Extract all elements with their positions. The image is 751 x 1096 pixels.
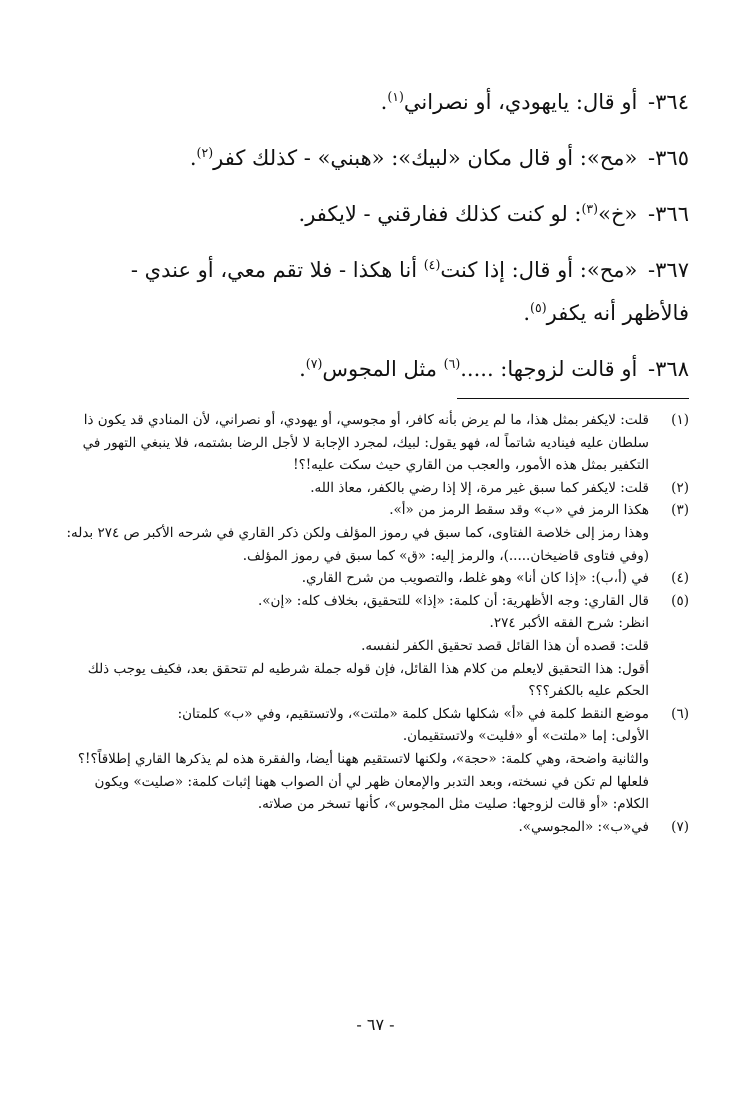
footnote-1 bbox=[64, 409, 689, 477]
footnote-mark: (١) bbox=[671, 412, 689, 428]
footnote-ref: (٦) bbox=[443, 356, 461, 371]
footnotes bbox=[64, 409, 689, 838]
footnote-7 bbox=[64, 816, 689, 839]
entry-text: «مح»: أو قال مكان «لبيك»: «هبني» - كذلك كفر bbox=[213, 146, 638, 170]
footnote-line: قلت: لايكفر بمثل هذا، ما لم يرض بأنه كافر، أو مجوسي، أو يهودي، أو نصراني، لأن المنادي قد يكون ذا سلطان عليه فيناديه شاتماً له، فهو يقول: لبيك، لمجرد الإجابة لا لأجل الرضا بشتمه، فلا ينبغي التهور في التكفير بمثل هذه الأمور، والعجب من القاري حيث سكت عليه!؟! bbox=[82, 412, 649, 474]
footnote-line: أقول: هذا التحقيق لايعلم من كلام هذا القائل، فإن قوله جملة شرطيه لم تتحقق بعد، فكيف يوجب ذلك الحكم عليه بالكفر؟؟؟ bbox=[87, 660, 649, 700]
footnote-line: قال القاري: وجه الأظهرية: أن كلمة: «إذا» للتحقيق، بخلاف كله: «إن». bbox=[258, 592, 649, 609]
footnote-ref: (٥) bbox=[530, 300, 547, 315]
footnote-body bbox=[64, 409, 649, 477]
footnote-body bbox=[64, 567, 649, 590]
entry-366 bbox=[64, 190, 689, 233]
entry-text: «مح»: أو قال: إذا كنت bbox=[440, 258, 638, 282]
page-number: - ٦٧ - bbox=[356, 1015, 395, 1034]
footnote-ref: (٧) bbox=[305, 356, 323, 371]
entry-368 bbox=[64, 345, 689, 388]
entry-text-tail: أنا هكذا - فلا تقم معي، أو عندي - فالأظهر أنه يكفر bbox=[130, 258, 689, 325]
footnote-mark: (٥) bbox=[671, 592, 689, 609]
entry-number: ٣٦٨- bbox=[648, 357, 689, 381]
footnote-line: الأولى: إما «ملتت» أو «فليت» ولاتستقيمان. bbox=[402, 728, 649, 745]
entry-text-tail: . bbox=[380, 90, 388, 114]
footnote-body bbox=[64, 477, 649, 500]
footnote-ref: (٢) bbox=[196, 145, 214, 160]
entry-text-tail: مثل المجوس bbox=[322, 357, 444, 381]
footnote-mark: (٦) bbox=[671, 705, 689, 722]
footnote-mark: (٧) bbox=[671, 818, 689, 835]
footnote-6 bbox=[64, 703, 689, 816]
footnote-line: قلت: قصده أن هذا القائل قصد تحقيق الكفر لنفسه. bbox=[361, 637, 649, 654]
footnote-5 bbox=[64, 590, 689, 703]
footnote-mark: (٢) bbox=[671, 479, 689, 496]
footnote-line: في«ب»: «المجوسي». bbox=[518, 818, 649, 835]
footnote-3 bbox=[64, 499, 689, 567]
entry-number: ٣٦٦- bbox=[648, 202, 689, 226]
footnote-body bbox=[64, 703, 649, 816]
entry-number: ٣٦٥- bbox=[648, 146, 689, 170]
footnote-line: والثانية واضحة، وهي كلمة: «حجة»، ولكنها لاتستقيم ههنا أيضا، والفقرة هذه لم يذكرها القاري إطلاقاً؟!؟ فلعلها لم تكن في نسخته، وبعد التدبر والإمعان ظهر لي أن الصواب ههنا إثبات كلمة: «صليت» ويكون الكلام: «أو قالت لزوجها: صليت مثل المجوس»، كأنها تسخر من صلاته. bbox=[77, 750, 649, 813]
main-text bbox=[64, 78, 689, 401]
entry-text: أو قالت لزوجها: ..... bbox=[460, 357, 638, 381]
entry-365 bbox=[64, 134, 689, 177]
entry-364 bbox=[64, 78, 689, 121]
footnote-line: في (أ،ب): «إذا كان أنا» وهو غلط، والتصويب من شرح القاري. bbox=[301, 570, 649, 587]
footnote-body bbox=[64, 816, 649, 839]
footnote-line: موضع النقط كلمة في «أ» شكلها شكل كلمة «ملتت»، ولاتستقيم، وفي «ب» كلمتان: bbox=[177, 705, 649, 722]
footnote-mark: (٣) bbox=[671, 502, 689, 519]
entry-text-tail: : لو كنت كذلك ففارقني - لايكفر. bbox=[298, 202, 582, 226]
entry-text: أو قال: يايهودي، أو نصراني bbox=[403, 90, 638, 114]
footnote-line: انظر: شرح الفقه الأكبر ٢٧٤. bbox=[489, 615, 649, 632]
footnote-4 bbox=[64, 567, 689, 590]
entry-number: ٣٦٧- bbox=[648, 258, 689, 282]
entry-number: ٣٦٤- bbox=[648, 90, 689, 114]
footnote-ref: (٤) bbox=[423, 257, 441, 272]
footnote-mark: (٤) bbox=[671, 570, 689, 587]
entry-text: «خ» bbox=[598, 202, 638, 226]
footnote-ref: (١) bbox=[387, 89, 404, 104]
entry-text-end: . bbox=[299, 357, 306, 381]
footnote-divider bbox=[457, 398, 689, 399]
entry-text-end: . bbox=[523, 301, 531, 325]
footnote-ref: (٣) bbox=[581, 201, 599, 216]
footnote-line: وهذا رمز إلى خلاصة الفتاوى، كما سبق في رموز المؤلف ولكن ذكر القاري في شرحه الأكبر ص ٢٧٤ بدله: (وفي فتاوى قاضيخان.....)، والرمز إليه: «ق» كما سبق في رموز المؤلف. bbox=[66, 524, 649, 564]
footnote-2 bbox=[64, 477, 689, 500]
footnote-body bbox=[64, 590, 649, 703]
footnote-body bbox=[64, 499, 649, 567]
entry-367 bbox=[64, 246, 689, 332]
footnote-line: قلت: لايكفر كما سبق غير مرة، إلا إذا رضي بالكفر، معاذ الله. bbox=[310, 479, 649, 496]
entry-text-tail: . bbox=[189, 146, 197, 170]
footnote-line: هكذا الرمز في «ب» وقد سقط الرمز من «أ». bbox=[389, 502, 649, 519]
